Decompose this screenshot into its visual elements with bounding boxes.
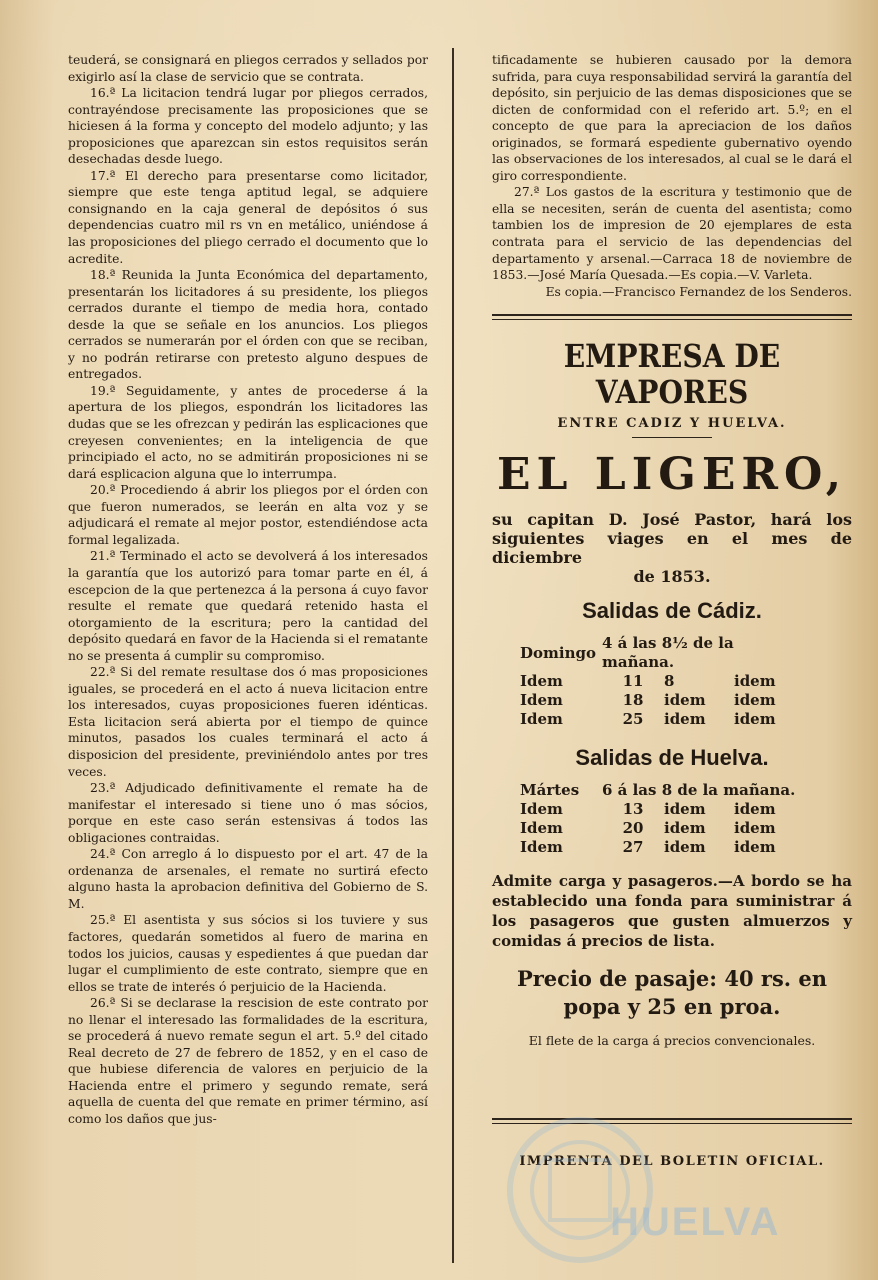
table-row	[520, 710, 804, 729]
schedule-day: Mártes	[520, 781, 580, 800]
paragraph-continuation: teuderá, se consignará en pliegos cerrados y sellados por exigirlo así la clase de servicio que se contrata.	[68, 53, 428, 84]
schedule-num: 13	[622, 800, 644, 819]
schedule-day: Idem	[520, 838, 563, 857]
article-16: 16.ª La licitacion tendrá lugar por pliegos cerrados, contrayéndose precisamente las proposiciones que se hiciesen á la forma y concepto del modelo adjunto; y las proposiciones que aparezcan sin estos requisitos serán desechadas desde luego.	[68, 86, 428, 167]
table-row	[520, 838, 804, 857]
schedule-day: Domingo	[520, 643, 596, 662]
article-24: 24.ª Con arreglo á lo dispuesto por el art. 47 de la ordenanza de arsenales, el remate no surtirá efecto alguno hasta la aprobacion definitiva del Gobierno de S. M.	[68, 847, 428, 911]
cadiz-heading: Salidas de Cádiz.	[582, 598, 762, 624]
advert-price: Precio de pasaje: 40 rs. en popa y 25 en proa.	[516, 966, 828, 1020]
captain-line: su capitan D. José Pastor, hará los siguientes viages en el mes de diciembre	[492, 510, 852, 568]
table-row	[520, 691, 804, 710]
article-23: 23.ª Adjudicado definitivamente el remate ha de manifestar el interesado si tiene uno ó mas sócios, porque en este caso serán estensivas á todos las obligaciones contraidas.	[68, 781, 428, 845]
table-row	[520, 672, 804, 691]
watermark-text: HUELVA	[610, 1200, 781, 1244]
schedule-col3: idem	[734, 819, 776, 838]
schedule-rest: á las 8 de la mañana.	[617, 781, 796, 800]
schedule-num: 6	[602, 781, 613, 800]
article-22: 22.ª Si del remate resultase dos ó mas proposiciones iguales, se procederá en el acto á nueva licitacion entre los interesados, cuyas proposiciones fueren idénticas. Esta licitacion será abierta por el tiempo de quince minutos, pasados los cuales terminará el acto á disposicion del presidente, previniéndolo antes por tres veces.	[68, 665, 428, 779]
advert-freight: El flete de la carga á precios convencionales.	[528, 1033, 816, 1049]
table-row	[520, 819, 804, 838]
schedule-num: 27	[622, 838, 644, 857]
schedule-day: Idem	[520, 672, 563, 691]
article-26-continuation: tificadamente se hubieren causado por la demora sufrida, para cuya responsabilidad servirá la garantía del depósito, sin perjuicio de las demas disposiciones que se dicten de conformidad con el referido art. 5.º; en el concepto de que para la apreciacion de los daños originados, se formará espediente gubernativo oyendo las observaciones de los interesados, al cual se le dará el giro correspondiente.	[492, 53, 852, 183]
table-row	[520, 781, 804, 800]
advert-captain	[492, 510, 852, 586]
article-19: 19.ª Seguidamente, y antes de procederse á la apertura de los pliegos, espondrán los licitadores las dudas que se les ofrezcan y pedirán las esplicaciones que creyesen convenientes; en la inteligencia de que principiado el acto, no se admitirán proposiciones ni se dará esplicacion alguna que lo interrumpa.	[68, 383, 428, 481]
schedule-col3: idem	[734, 691, 776, 710]
schedule-first-row-detail	[602, 781, 804, 800]
schedule-rest: á las 8½ de la mañana.	[602, 634, 734, 672]
advert-company: EMPRESA DE VAPORES	[563, 337, 781, 412]
schedule-col3: idem	[734, 710, 776, 729]
double-rule-top	[492, 314, 852, 320]
advert-admite: Admite carga y pasageros.—A bordo se ha establecido una fonda para suministrar á los pasageros que gusten almuerzos y comidas á precios de lista.	[492, 872, 852, 951]
table-row	[520, 634, 804, 672]
advert-route: ENTRE CADIZ Y HUELVA.	[557, 416, 787, 432]
schedule-first-row-detail	[602, 634, 804, 672]
article-25: 25.ª El asentista y sus sócios si los tuviere y sus factores, quedarán sometidos al fuero de marina en todos los juicios, causas y espedientes á que puedan dar lugar el cumplimiento de este contrato, siempre que en ellos se trate de interés ó perjuicio de la Hacienda.	[68, 913, 428, 994]
schedule-col3: idem	[734, 838, 776, 857]
schedule-day: Idem	[520, 710, 563, 729]
schedule-col2: idem	[664, 691, 706, 710]
schedule-col2: idem	[664, 710, 706, 729]
printer-imprint: IMPRENTA DEL BOLETIN OFICIAL.	[519, 1154, 825, 1170]
schedule-col2: idem	[664, 800, 706, 819]
right-column	[492, 52, 852, 1169]
schedule-num: 18	[622, 691, 644, 710]
left-column	[68, 52, 428, 1128]
schedule-col2: idem	[664, 819, 706, 838]
schedule-col3: idem	[734, 672, 776, 691]
cadiz-schedule	[520, 634, 804, 729]
schedule-num: 4	[602, 634, 613, 653]
schedule-col2: idem	[664, 838, 706, 857]
huelva-schedule	[520, 781, 804, 857]
article-21: 21.ª Terminado el acto se devolverá á los interesados la garantía que los autorizó para tomar parte en él, á escepcion de la que pertenezca á la persona á cuyo favor resulte el remate que quedará retenido hasta el otorgamiento de la escritura; pero la cantidad del depósito quedará en favor de la Hacienda si el rematante no se presenta á cumplir su compromiso.	[68, 549, 428, 663]
short-rule	[632, 437, 712, 438]
schedule-col3: idem	[734, 800, 776, 819]
table-row	[520, 800, 804, 819]
article-18: 18.ª Reunida la Junta Económica del departamento, presentarán los licitadores á su presidente, los pliegos cerrados durante el tiempo de media hora, contado desde la que se señale en los anuncios. Los pliegos cerrados se numerarán por el órden con que se reciban, y no podrán retirarse con pretesto alguno despues de entregados.	[68, 268, 428, 382]
article-17: 17.ª El derecho para presentarse como licitador, siempre que este tenga aptitud legal, se adquiere consignando en la caja general de depósitos ó sus dependencias cuatro mil rs vn en metálico, uniéndose á las proposiciones del pliego cerrado el documento que lo acredite.	[68, 168, 428, 266]
schedule-day: Idem	[520, 800, 563, 819]
es-copia-signature: Es copia.—Francisco Fernandez de los Senderos.	[545, 284, 852, 299]
schedule-num: 25	[622, 710, 644, 729]
right-text-block	[492, 52, 852, 300]
huelva-heading: Salidas de Huelva.	[575, 745, 769, 771]
article-20: 20.ª Procediendo á abrir los pliegos por el órden con que fueron numerados, se leerán en alta voz y se adjudicará el remate al mejor postor, estendiéndose acta formal legalizada.	[68, 483, 428, 547]
article-26: 26.ª Si se declarase la rescision de este contrato por no llenar el interesado las formalidades de la escritura, se procederá á nuevo remate segun el art. 5.º del citado Real decreto de 27 de febrero de 1852, y en el caso de que hubiese diferencia de valores en perjuicio de la Hacienda entre el primero y segundo remate, será aquella de cuenta del que remate en primer término, así como los daños que jus-	[68, 996, 428, 1126]
article-27: 27.ª Los gastos de la escritura y testimonio que de ella se necesiten, serán de cuenta del asentista; como tambien los de impresion de 20 ejemplares de esta contrata para el servicio de las dependencias del departamento y arsenal.—Carraca 18 de noviembre de 1853.—José María Quesada.—Es copia.—V. Varleta.	[492, 185, 852, 283]
schedule-day: Idem	[520, 691, 563, 710]
column-divider	[452, 48, 454, 1263]
schedule-col2: 8	[664, 672, 675, 691]
captain-line-end: de 1853.	[633, 567, 711, 587]
schedule-num: 20	[622, 819, 644, 838]
schedule-day: Idem	[520, 819, 563, 838]
advert-ship-name: EL LIGERO,	[496, 449, 848, 501]
schedule-num: 11	[622, 672, 644, 691]
